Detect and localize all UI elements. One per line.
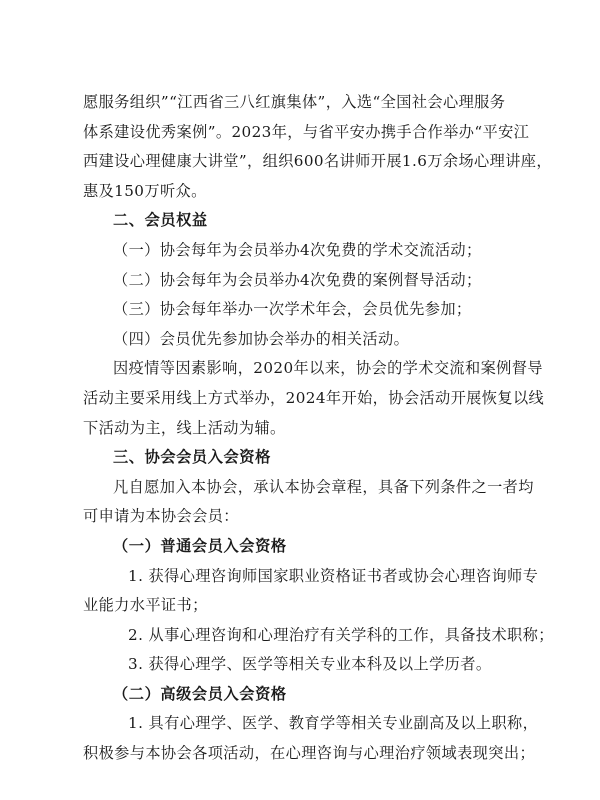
paragraph-line: 可申请为本协会会员： — [83, 507, 239, 526]
section-heading-membership-qualification: 三、协会会员入会资格 — [113, 448, 271, 467]
list-item: 1. 获得心理咨询师国家职业资格证书者或协会心理咨询师专 — [128, 566, 539, 585]
list-item: （二）协会每年为会员举办4次免费的案例督导活动； — [113, 270, 482, 289]
section-heading-member-rights: 二、会员权益 — [113, 211, 208, 230]
subsection-heading-senior-member: （二）高级会员入会资格 — [113, 684, 287, 703]
paragraph-line: 下活动为主，线上活动为辅。 — [83, 418, 286, 437]
paragraph-line: 活动主要采用线上方式举办，2024年开始，协会活动开展恢复以线 — [83, 388, 545, 407]
paragraph-line: 因疫情等因素影响，2020年以来，协会的学术交流和案例督导 — [113, 359, 543, 378]
list-item-continuation: 业能力水平证书； — [83, 596, 208, 615]
paragraph-line: 凡自愿加入本协会，承认本协会章程，具备下列条件之一者均 — [113, 477, 534, 496]
list-item: （四）会员优先参加协会举办的相关活动。 — [113, 329, 410, 348]
list-item: （三）协会每年举办一次学术年会，会员优先参加； — [113, 300, 472, 319]
paragraph-line: 西建设心理健康大讲堂”，组织600名讲师开展1.6万余场心理讲座， — [83, 152, 552, 171]
paragraph-line: 体系建设优秀案例”。2023年，与省平安办携手合作举办“平安江 — [83, 122, 530, 141]
list-item-continuation: 积极参与本协会各项活动，在心理咨询与心理治疗领域表现突出； — [83, 744, 536, 763]
paragraph-line: 惠及150万听众。 — [83, 181, 207, 200]
list-item: 2. 从事心理咨询和心理治疗有关学科的工作，具备技术职称； — [128, 625, 554, 644]
list-item: 1. 具有心理学、医学、教育学等相关专业副高及以上职称， — [128, 714, 539, 733]
list-item: 3. 获得心理学、医学等相关专业本科及以上学历者。 — [128, 655, 492, 674]
subsection-heading-general-member: （一）普通会员入会资格 — [113, 536, 287, 555]
paragraph-line: 愿服务组织”“江西省三八红旗集体”，入选“全国社会心理服务 — [83, 93, 506, 111]
list-item: （一）协会每年为会员举办4次免费的学术交流活动； — [113, 240, 482, 259]
